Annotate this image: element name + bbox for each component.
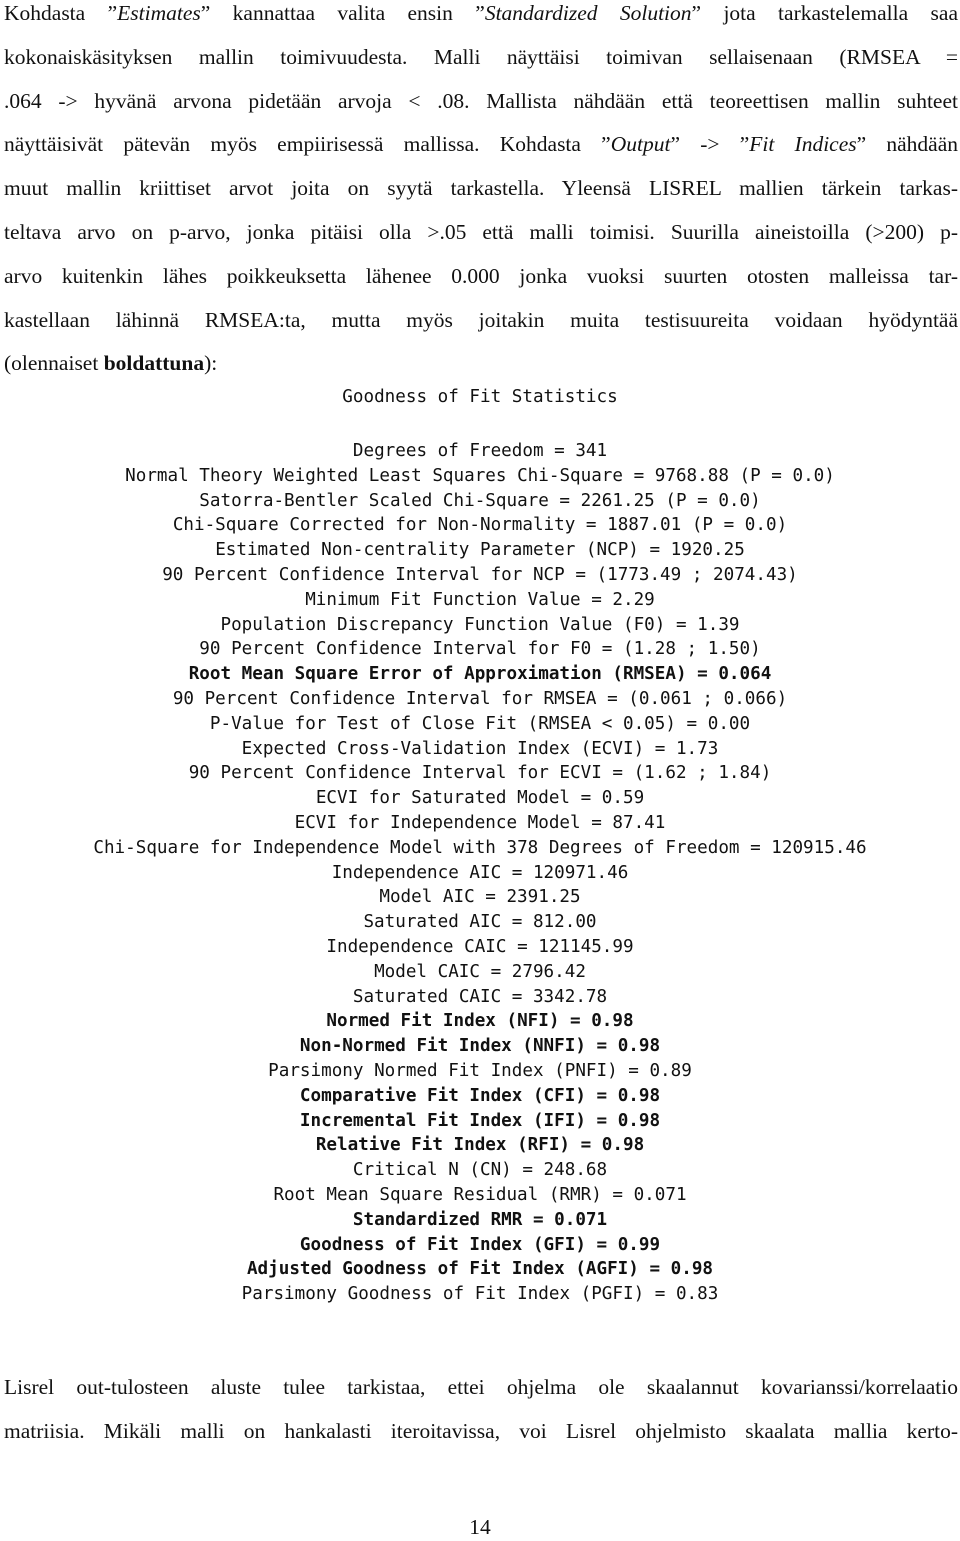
intro-line-8: kastellaan lähinnä RMSEA:ta, mutta myös joitakin muita testisuureita voidaan hyödyntää [4, 307, 958, 332]
goodness-of-fit-output [0, 385, 960, 1307]
stat-line: Degrees of Freedom = 341 [352, 441, 608, 461]
intro-line-5: muut mallin kriittiset arvot joita on syytä tarkastella. Yleensä LISREL mallien tärkein tarkas- [4, 176, 958, 201]
stat-line: Standardized RMR = 0.071 [352, 1209, 608, 1230]
stat-line: Satorra-Bentler Scaled Chi-Square = 2261.25 (P = 0.0) [199, 490, 761, 511]
stat-line: Non-Normed Fit Index (NNFI) = 0.98 [299, 1036, 661, 1057]
text-run: Kohdasta ” [4, 1, 118, 25]
text-run: (olennaiset [4, 351, 104, 376]
italic-output: Output [610, 132, 671, 157]
stat-line: 90 Percent Confidence Interval for NCP = (1773.49 ; 2074.43) [162, 564, 798, 585]
stat-line: 90 Percent Confidence Interval for F0 = (1.28 ; 1.50) [199, 639, 761, 660]
stat-line: Parsimony Goodness of Fit Index (PGFI) = 0.83 [241, 1284, 719, 1305]
stat-line: Incremental Fit Index (IFI) = 0.98 [299, 1110, 661, 1131]
italic-fit-indices: Fit Indices [749, 132, 857, 157]
bold-boldattuna: boldattuna [103, 351, 205, 376]
stat-line: Estimated Non-centrality Parameter (NCP) = 1920.25 [215, 540, 745, 561]
stat-line: Adjusted Goodness of Fit Index (AGFI) = 0.98 [246, 1259, 714, 1280]
stat-line: Root Mean Square Error of Approximation (RMSEA) = 0.064 [188, 664, 772, 685]
outro-line-1: Lisrel out-tulosteen aluste tulee tarkistaa, ettei ohjelma ole skaalannut kovarianssi/korrelaatio [4, 1375, 958, 1399]
stat-line: P-Value for Test of Close Fit (RMSEA < 0.05) = 0.00 [209, 713, 751, 734]
text-run: ” -> ” [670, 132, 750, 157]
stat-line: ECVI for Saturated Model = 0.59 [315, 788, 645, 809]
text-gap [480, 132, 500, 156]
stat-line: Minimum Fit Function Value = 2.29 [305, 589, 655, 610]
text-run: ): [204, 351, 218, 376]
text-run: Kohdasta ” [499, 132, 611, 157]
stat-line: Critical N (CN) = 248.68 [352, 1160, 608, 1181]
stat-line: ECVI for Independence Model = 87.41 [294, 812, 666, 833]
stats-lines [0, 439, 960, 1307]
stat-line: Independence CAIC = 121145.99 [326, 936, 634, 957]
stat-line: Saturated CAIC = 3342.78 [352, 986, 608, 1007]
stat-line: Expected Cross-Validation Index (ECVI) = 1.73 [241, 738, 719, 759]
stat-line: Parsimony Normed Fit Index (PNFI) = 0.89 [268, 1060, 692, 1081]
stat-line: Root Mean Square Residual (RMR) = 0.071 [273, 1184, 687, 1205]
stat-line: Model CAIC = 2796.42 [374, 961, 586, 982]
intro-line-6: teltava arvo on p-arvo, jonka pitäisi olla >.05 että malli toimisi. Suurilla aineistoilla (>200) p- [4, 219, 958, 244]
stat-line: 90 Percent Confidence Interval for ECVI = (1.62 ; 1.84) [188, 763, 772, 784]
intro-line-4 [4, 131, 958, 175]
stat-line: Normal Theory Weighted Least Squares Chi-Square = 9768.88 (P = 0.0) [125, 465, 835, 486]
intro-line-7: arvo kuitenkin lähes poikkeuksetta lähenee 0.000 jonka vuoksi suurten otosten malleissa tar- [4, 263, 958, 288]
stat-line: Normed Fit Index (NFI) = 0.98 [326, 1011, 634, 1032]
stat-line: Chi-Square for Independence Model with 378 Degrees of Freedom = 120915.46 [93, 837, 867, 858]
stat-line: Relative Fit Index (RFI) = 0.98 [315, 1135, 645, 1156]
italic-estimates: Estimates [117, 1, 201, 25]
text-run: näyttäisivät pätevän myös empiirisessä mallissa. [4, 132, 480, 157]
stat-line: Independence AIC = 120971.46 [331, 862, 629, 883]
outro-paragraph [4, 1374, 958, 1462]
intro-line-3: .064 -> hyvänä arvona pidetään arvoja < .08. Mallista nähdään että teoreettisen mallin suhteet [4, 88, 958, 113]
stat-line: 90 Percent Confidence Interval for RMSEA = (0.061 ; 0.066) [172, 688, 788, 709]
intro-line-1 [4, 0, 958, 44]
intro-paragraph [4, 0, 958, 394]
italic-standardized-solution: Standardized Solution [484, 1, 692, 25]
text-run: ” jota tarkastelemalla saa [691, 1, 958, 25]
stats-title: Goodness of Fit Statistics [342, 387, 618, 407]
stat-line: Model AIC = 2391.25 [379, 887, 581, 908]
stat-line: Comparative Fit Index (CFI) = 0.98 [299, 1085, 661, 1106]
outro-line-2: matriisia. Mikäli malli on hankalasti iteroitavissa, voi Lisrel ohjelmisto skaalata mallia kerto- [4, 1418, 958, 1443]
text-run: ” nähdään [856, 132, 959, 157]
stat-line: Saturated AIC = 812.00 [363, 912, 597, 933]
stat-line: Population Discrepancy Function Value (F0) = 1.39 [220, 614, 740, 635]
intro-line-2: kokonaiskäsityksen mallin toimivuudesta. Malli näyttäisi toimivan sellaisenaan (RMSEA = [4, 44, 958, 69]
stat-line: Goodness of Fit Index (GFI) = 0.99 [299, 1234, 661, 1255]
text-run: ” kannattaa valita ensin ” [200, 1, 485, 25]
page-number: 14 [469, 1515, 491, 1539]
stat-line: Chi-Square Corrected for Non-Normality = 1887.01 (P = 0.0) [172, 515, 788, 536]
